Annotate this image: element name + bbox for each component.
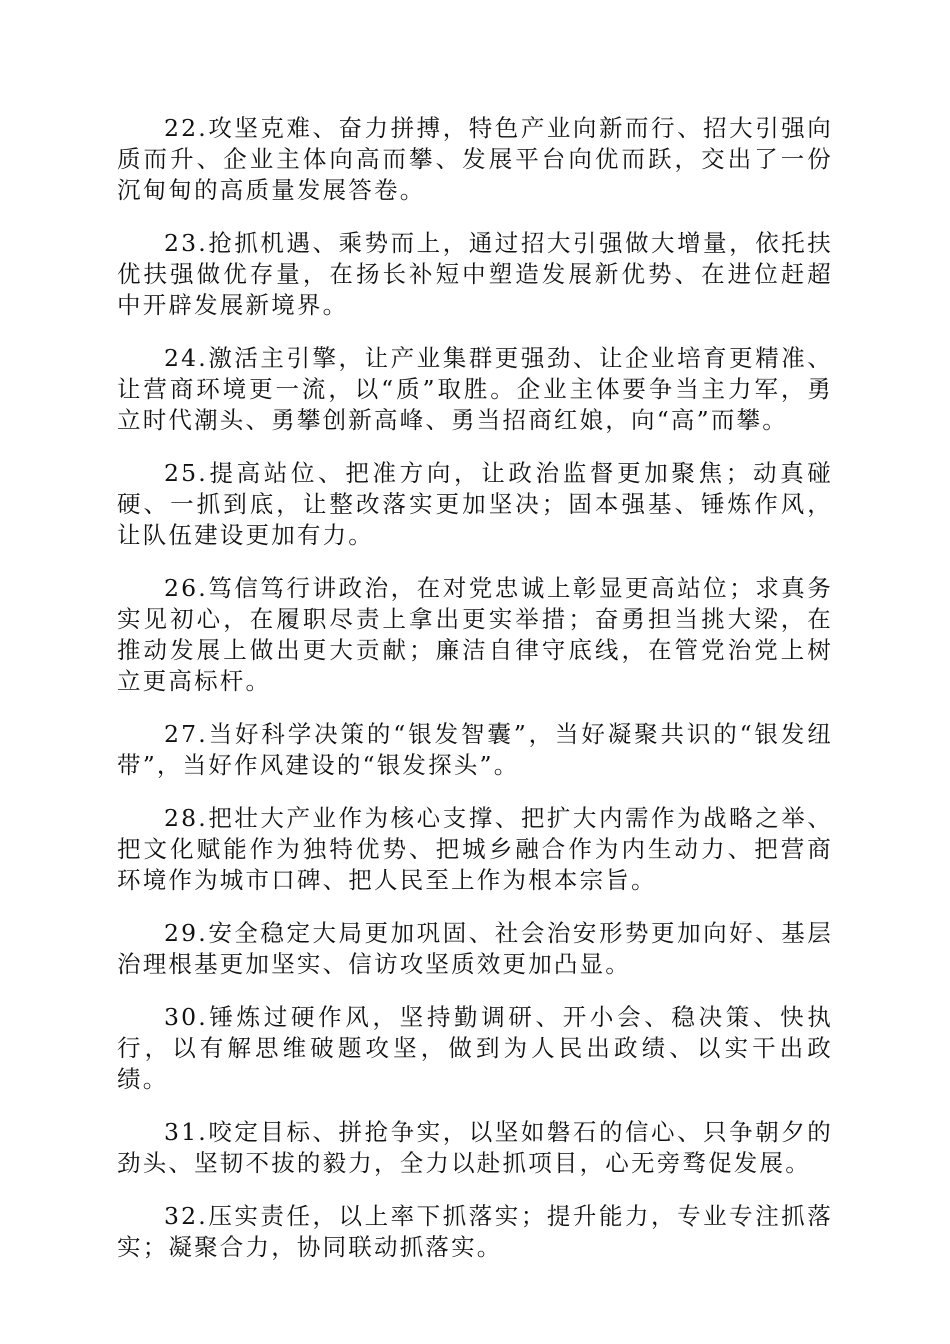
paragraph-23: 23.抢抓机遇、乘势而上，通过招大引强做大增量，依托扶优扶强做优存量，在扬长补短中塑造发展新优势、在进位赶超中开辟发展新境界。 (117, 229, 833, 319)
paragraph-30: 30.锤炼过硬作风，坚持勤调研、开小会、稳决策、快执行，以有解思维破题攻坚，做到为人民出政绩、以实干出政绩。 (117, 1003, 833, 1093)
paragraph-32: 32.压实责任，以上率下抓落实；提升能力，专业专注抓落实；凝聚合力，协同联动抓落实。 (117, 1202, 833, 1261)
paragraph-28: 28.把壮大产业作为核心支撑、把扩大内需作为战略之举、把文化赋能作为独特优势、把城乡融合作为内生动力、把营商环境作为城市口碑、把人民至上作为根本宗旨。 (117, 804, 833, 894)
paragraph-25: 25.提高站位、把准方向，让政治监督更加聚焦；动真碰硬、一抓到底，让整改落实更加坚决；固本强基、锤炼作风，让队伍建设更加有力。 (117, 459, 833, 549)
paragraph-29: 29.安全稳定大局更加巩固、社会治安形势更加向好、基层治理根基更加坚实、信访攻坚质效更加凸显。 (117, 919, 833, 978)
paragraph-27: 27.当好科学决策的“银发智囊”，当好凝聚共识的“银发纽带”，当好作风建设的“银发探头”。 (117, 720, 833, 779)
paragraph-31: 31.咬定目标、拼抢争实，以坚如磐石的信心、只争朝夕的劲头、坚韧不拔的毅力，全力以赴抓项目，心无旁骛促发展。 (117, 1118, 833, 1177)
paragraph-24: 24.激活主引擎，让产业集群更强劲、让企业培育更精准、让营商环境更一流，以“质”取胜。企业主体要争当主力军，勇立时代潮头、勇攀创新高峰、勇当招商红娘，向“高”而攀。 (117, 344, 833, 434)
paragraph-26: 26.笃信笃行讲政治，在对党忠诚上彰显更高站位；求真务实见初心，在履职尽责上拿出更实举措；奋勇担当挑大梁，在推动发展上做出更大贡献；廉洁自律守底线，在管党治党上树立更高标杆。 (117, 574, 833, 695)
paragraph-22: 22.攻坚克难、奋力拼搏，特色产业向新而行、招大引强向质而升、企业主体向高而攀、发展平台向优而跃，交出了一份沉甸甸的高质量发展答卷。 (117, 114, 833, 204)
